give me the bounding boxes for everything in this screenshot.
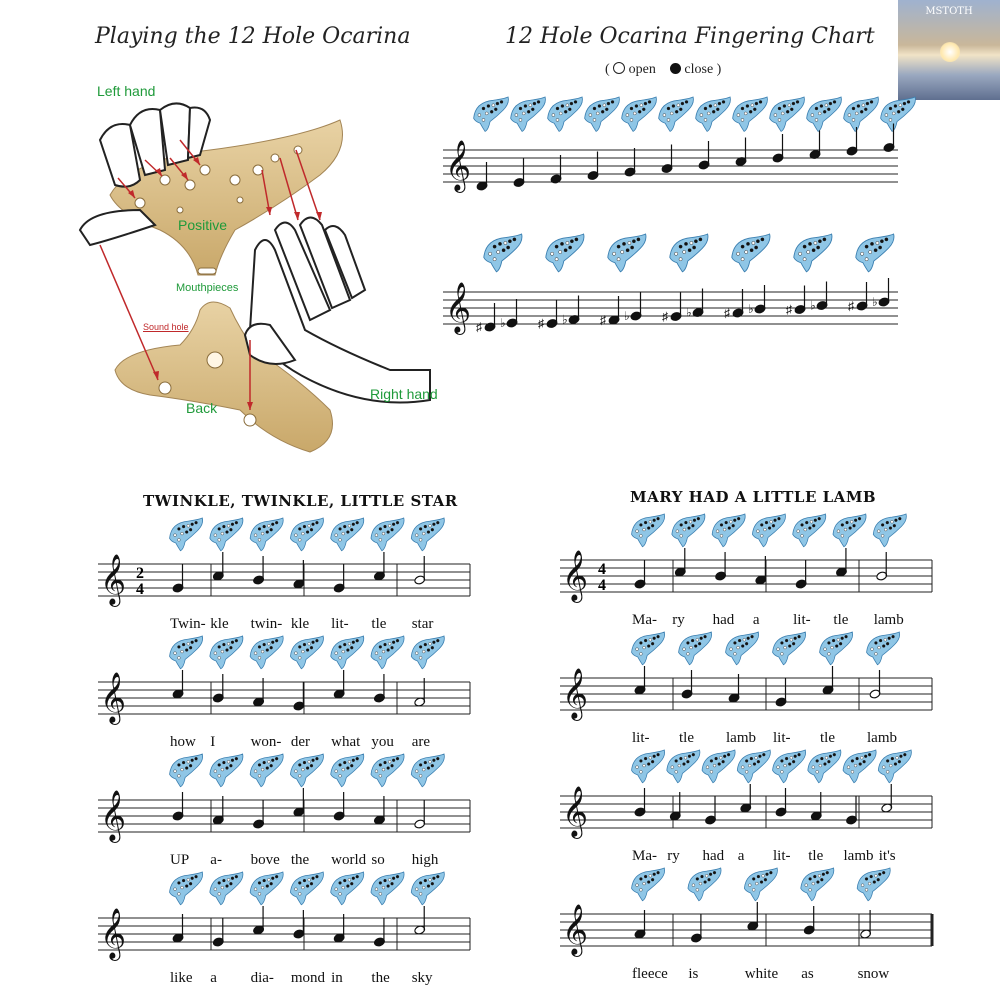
- music-note: [550, 155, 562, 184]
- music-note: [705, 796, 717, 825]
- ocarina-fingering-icon: [732, 234, 770, 272]
- song-staff-row: [98, 754, 470, 866]
- music-staff: [98, 908, 470, 961]
- lyric-word: lit-: [773, 730, 791, 746]
- lyric-word: Ma-: [632, 612, 657, 628]
- sharp-icon: ♯: [538, 316, 544, 331]
- music-note: [373, 552, 385, 581]
- ocarina-fingering-icon: [585, 97, 620, 131]
- legend-open: open: [628, 62, 656, 77]
- song-staff-row: [560, 632, 932, 744]
- ocarina-fingering-icon: [679, 632, 712, 665]
- music-note: [747, 902, 759, 931]
- ocarina-fingering-icon: [737, 750, 770, 783]
- lyric-word: tle: [371, 616, 387, 632]
- lyric-word: tle: [820, 730, 835, 746]
- lyric-word: star: [411, 616, 434, 632]
- ocarina-fingering-icon: [807, 97, 842, 131]
- ocarina-fingering-icon: [371, 518, 404, 551]
- lyric-word: had: [712, 612, 735, 628]
- music-staff: [98, 554, 470, 607]
- ocarina-fingering-icon: [290, 518, 323, 551]
- lyric-word: tle: [808, 848, 824, 864]
- music-note: [253, 906, 265, 935]
- treble-clef-icon: 𝄞: [100, 790, 127, 841]
- lyric-word: UP: [170, 852, 190, 868]
- ocarina-fingering-icon: [210, 636, 243, 669]
- ocarina-fingering-icon: [881, 97, 916, 131]
- music-note: [869, 670, 881, 699]
- music-note: [846, 796, 858, 825]
- music-note: [809, 131, 821, 160]
- music-staff: [98, 672, 470, 725]
- ocarina-fingering-icon: [250, 636, 283, 669]
- ocarina-fingering-icon: [867, 632, 900, 665]
- lyric-word: der: [290, 734, 310, 750]
- left-title: Playing the 12 Hole Ocarina: [95, 24, 411, 49]
- music-note: [795, 560, 807, 589]
- label-mouthpieces: Mouthpieces: [176, 282, 239, 294]
- music-note: [634, 666, 646, 695]
- lyric-word: I: [210, 734, 216, 750]
- lyric-word: lit-: [331, 616, 349, 632]
- music-note: [674, 548, 686, 577]
- label-right-hand: Right hand: [370, 386, 438, 402]
- lyric-word: in: [331, 970, 343, 986]
- ocarina-fingering-icon: [770, 97, 805, 131]
- ocarina-fingering-icon: [733, 97, 768, 131]
- open-circle-icon: [613, 62, 625, 74]
- fingering-chart-accidentals: [440, 232, 920, 342]
- flat-icon: ♭: [872, 295, 878, 309]
- music-note: [624, 148, 636, 177]
- lyric-word: a-: [210, 852, 222, 868]
- ocarina-fingering-icon: [773, 750, 806, 783]
- ocarina-fingering-icon: [632, 514, 665, 547]
- music-note: [661, 145, 673, 174]
- lyric-word: like: [170, 970, 193, 986]
- ocarina-fingering-icon: [210, 872, 243, 905]
- treble-clef-icon: 𝄞: [100, 672, 127, 723]
- lyric-word: kle: [290, 616, 310, 632]
- music-note: [775, 678, 787, 707]
- time-signature-bottom: 4: [136, 581, 144, 598]
- music-staff: [560, 904, 932, 957]
- music-note: [513, 159, 525, 188]
- lyric-word: lamb: [843, 848, 874, 864]
- music-note: [414, 906, 426, 935]
- music-note: [630, 292, 642, 321]
- music-note: [212, 918, 224, 947]
- ocarina-fingering-icon: [290, 754, 323, 787]
- treble-clef-icon: 𝄞: [562, 904, 589, 955]
- lyric-word: sky: [411, 970, 433, 986]
- lyric-word: so: [371, 852, 385, 868]
- music-note: [881, 784, 893, 813]
- ocarina-fingering-icon: [632, 868, 665, 901]
- lyric-word: is: [688, 966, 699, 982]
- music-staff: [560, 550, 932, 603]
- flat-icon: ♭: [624, 309, 630, 323]
- lyric-word: ry: [667, 848, 680, 864]
- ocarina-fingering-icon: [250, 872, 283, 905]
- music-note: [816, 282, 828, 311]
- lyric-word: lamb: [726, 730, 756, 746]
- music-note: [670, 293, 682, 322]
- ocarina-fingering-icon: [331, 636, 364, 669]
- ocarina-fingering-icon: [833, 514, 866, 547]
- lyric-word: ry: [672, 612, 685, 628]
- lyric-word: tle: [679, 730, 694, 746]
- treble-clef-icon: 𝄞: [562, 550, 589, 601]
- ocarina-fingering-icon: [210, 754, 243, 787]
- music-staff: [560, 786, 932, 839]
- time-signature-top: 2: [136, 565, 144, 582]
- lyric-word: as: [801, 966, 814, 982]
- sun-icon: [940, 42, 960, 62]
- ocarina-fingering-icon: [667, 750, 700, 783]
- legend: ( open close ): [605, 62, 722, 77]
- ocarina-fingering-icon: [331, 518, 364, 551]
- lyric-word: kle: [210, 616, 229, 632]
- music-note: [732, 289, 744, 318]
- song-staff-row: [98, 872, 470, 984]
- ocarina-fingering-icon: [250, 518, 283, 551]
- lyric-word: Twin-: [170, 616, 206, 632]
- music-note: [681, 670, 693, 699]
- ocarina-fingering-icon: [170, 636, 203, 669]
- flat-icon: ♭: [686, 305, 692, 320]
- label-left-hand: Left hand: [97, 83, 156, 99]
- lyric-word: twin-: [250, 616, 283, 632]
- song-staff-row: [560, 868, 932, 980]
- lyric-word: are: [411, 734, 431, 750]
- left-hand-thumb: [80, 210, 155, 245]
- sharp-icon: ♯: [848, 299, 854, 313]
- music-note: [293, 788, 305, 817]
- lyric-word: Ma-: [632, 848, 657, 864]
- lyric-word: lamb: [867, 730, 897, 746]
- sharp-icon: ♯: [786, 302, 792, 317]
- watermark-photo: [898, 0, 1000, 100]
- music-note: [333, 564, 345, 593]
- ocarina-fingering-icon: [170, 754, 203, 787]
- lyric-word: snow: [857, 966, 890, 982]
- label-back: Back: [186, 400, 218, 416]
- music-note: [333, 670, 345, 699]
- music-note: [775, 788, 787, 817]
- lyric-word: a: [752, 612, 760, 628]
- music-note: [634, 788, 646, 817]
- ocarina-fingering-icon: [371, 754, 404, 787]
- ocarina-fingering-icon: [843, 750, 876, 783]
- lyric-word: you: [371, 734, 394, 750]
- ocarina-fingering-icon: [844, 97, 879, 131]
- music-staff: [98, 790, 470, 843]
- ocarina-fingering-icon: [608, 234, 646, 272]
- ocarina-fingering-icon: [712, 514, 745, 547]
- music-note: [698, 141, 710, 170]
- ocarina-fingering-icon: [672, 514, 705, 547]
- ocarina-fingering-icon: [290, 872, 323, 905]
- music-note: [690, 914, 702, 943]
- lyric-word: won-: [250, 734, 282, 750]
- lyric-word: lit-: [793, 612, 811, 628]
- legend-close: close: [684, 62, 714, 77]
- ocarina-fingering-icon: [670, 234, 708, 272]
- mouthpiece: [198, 268, 216, 274]
- lyric-word: lit-: [773, 848, 791, 864]
- song-staff-row: [98, 636, 470, 748]
- ocarina-fingering-icon: [411, 754, 444, 787]
- ocarina-fingering-icon: [170, 518, 203, 551]
- ocarina-fingering-icon: [873, 514, 906, 547]
- music-note: [846, 127, 858, 156]
- sound-hole: [207, 352, 223, 368]
- music-note: [172, 564, 184, 593]
- music-note: [876, 552, 888, 581]
- flat-icon: ♭: [500, 316, 506, 330]
- lyric-word: mond: [290, 970, 326, 986]
- ocarina-fingering-icon: [484, 234, 522, 272]
- lyric-word: tle: [833, 612, 849, 628]
- ocarina-fingering-icon: [820, 632, 853, 665]
- sharp-icon: ♯: [662, 309, 668, 324]
- ocarina-fingering-icon: [546, 234, 584, 272]
- mary-title: MARY HAD A LITTLE LAMB: [630, 488, 877, 506]
- music-note: [253, 556, 265, 585]
- ocarina-fingering-icon: [801, 868, 834, 901]
- lyric-word: lamb: [873, 612, 904, 628]
- label-positive: Positive: [178, 217, 228, 233]
- ocarina-fingering-icon: [371, 636, 404, 669]
- ocarina-fingering-icon: [331, 754, 364, 787]
- ocarina-fingering-icon: [632, 632, 665, 665]
- ocarina-fingering-icon: [808, 750, 841, 783]
- music-note: [293, 682, 305, 711]
- lyric-word: high: [411, 852, 439, 868]
- playing-diagram: [70, 80, 460, 470]
- music-note: [484, 303, 496, 332]
- ocarina-fingering-icon: [474, 97, 509, 131]
- lyric-word: it's: [878, 848, 896, 864]
- ocarina-fingering-icon: [331, 872, 364, 905]
- lyric-word: the: [290, 852, 310, 868]
- time-signature-bottom: 4: [598, 577, 606, 594]
- sharp-icon: ♯: [724, 306, 730, 320]
- ocarina-fingering-icon: [210, 518, 243, 551]
- ocarina-fingering-icon: [290, 636, 323, 669]
- lyric-word: fleece: [632, 966, 668, 982]
- treble-clef-icon: 𝄞: [562, 786, 589, 837]
- music-note: [212, 674, 224, 703]
- ocarina-fingering-icon: [878, 750, 911, 783]
- music-note: [740, 784, 752, 813]
- music-note: [172, 792, 184, 821]
- lyric-word: the: [371, 970, 390, 986]
- ocarina-fingering-icon: [726, 632, 759, 665]
- label-sound-hole: Sound hole: [143, 322, 189, 332]
- lyric-word: white: [744, 966, 779, 982]
- lyric-word: how: [170, 734, 196, 750]
- lyric-word: lit-: [632, 730, 650, 746]
- ocarina-fingering-icon: [411, 636, 444, 669]
- ocarina-fingering-icon: [632, 750, 665, 783]
- lyric-word: what: [331, 734, 361, 750]
- music-note: [414, 800, 426, 829]
- music-note: [373, 674, 385, 703]
- ocarina-fingering-icon: [702, 750, 735, 783]
- ocarina-fingering-icon: [773, 632, 806, 665]
- music-note: [715, 552, 727, 581]
- music-note: [735, 138, 747, 167]
- treble-clef-icon: 𝄞: [100, 908, 127, 959]
- music-note: [634, 560, 646, 589]
- ocarina-fingering-icon: [622, 97, 657, 131]
- music-note: [692, 289, 704, 318]
- ocarina-fingering-icon: [659, 97, 694, 131]
- lyric-word: a: [210, 970, 217, 986]
- treble-clef-icon: 𝄞: [562, 668, 589, 719]
- music-note: [414, 556, 426, 585]
- ocarina-fingering-icon: [793, 514, 826, 547]
- ocarina-fingering-icon: [794, 234, 832, 272]
- twinkle-title: TWINKLE, TWINKLE, LITTLE STAR: [143, 492, 458, 510]
- lyric-word: world: [331, 852, 367, 868]
- right-title: 12 Hole Ocarina Fingering Chart: [505, 24, 875, 49]
- ocarina-fingering-icon: [411, 518, 444, 551]
- ocarina-fingering-icon: [696, 97, 731, 131]
- music-note: [373, 918, 385, 947]
- ocarina-fingering-icon: [857, 868, 890, 901]
- music-note: [506, 299, 518, 328]
- flat-icon: ♭: [810, 298, 816, 313]
- music-note: [333, 792, 345, 821]
- lyric-word: bove: [250, 852, 280, 868]
- ocarina-fingering-icon: [411, 872, 444, 905]
- closed-circle-icon: [670, 63, 681, 74]
- ocarina-fingering-icon: [170, 872, 203, 905]
- flat-icon: ♭: [748, 302, 754, 316]
- music-note: [883, 124, 895, 153]
- time-signature-top: 4: [598, 561, 606, 578]
- ocarina-fingering-icon: [688, 868, 721, 901]
- ocarina-fingering-icon: [511, 97, 546, 131]
- music-note: [253, 800, 265, 829]
- music-note: [212, 552, 224, 581]
- ocarina-fingering-icon: [371, 872, 404, 905]
- lyric-word: dia-: [250, 970, 274, 986]
- treble-clef-icon: 𝄞: [445, 140, 472, 191]
- ocarina-fingering-icon: [752, 514, 785, 547]
- music-note: [878, 278, 890, 307]
- flat-icon: ♭: [562, 312, 568, 327]
- music-note: [546, 300, 558, 329]
- treble-clef-icon: 𝄞: [100, 554, 127, 605]
- treble-clef-icon: 𝄞: [445, 282, 472, 333]
- song-staff-row: [560, 514, 932, 626]
- ocarina-fingering-icon: [548, 97, 583, 131]
- music-note: [856, 282, 868, 311]
- watermark-text: MSTOTH: [925, 6, 973, 17]
- music-note: [772, 134, 784, 163]
- music-note: [293, 910, 305, 939]
- lyric-word: had: [702, 848, 725, 864]
- music-note: [172, 670, 184, 699]
- sharp-icon: ♯: [476, 320, 482, 334]
- sharp-icon: ♯: [600, 313, 606, 327]
- lyric-word: a: [737, 848, 745, 864]
- ocarina-fingering-icon: [744, 868, 777, 901]
- fingering-chart-natural: [440, 95, 920, 205]
- ocarina-fingering-icon: [250, 754, 283, 787]
- song-staff-row: [98, 518, 470, 630]
- music-note: [803, 906, 815, 935]
- music-note: [835, 548, 847, 577]
- ocarina-fingering-icon: [856, 234, 894, 272]
- music-note: [822, 666, 834, 695]
- song-staff-row: [560, 750, 932, 862]
